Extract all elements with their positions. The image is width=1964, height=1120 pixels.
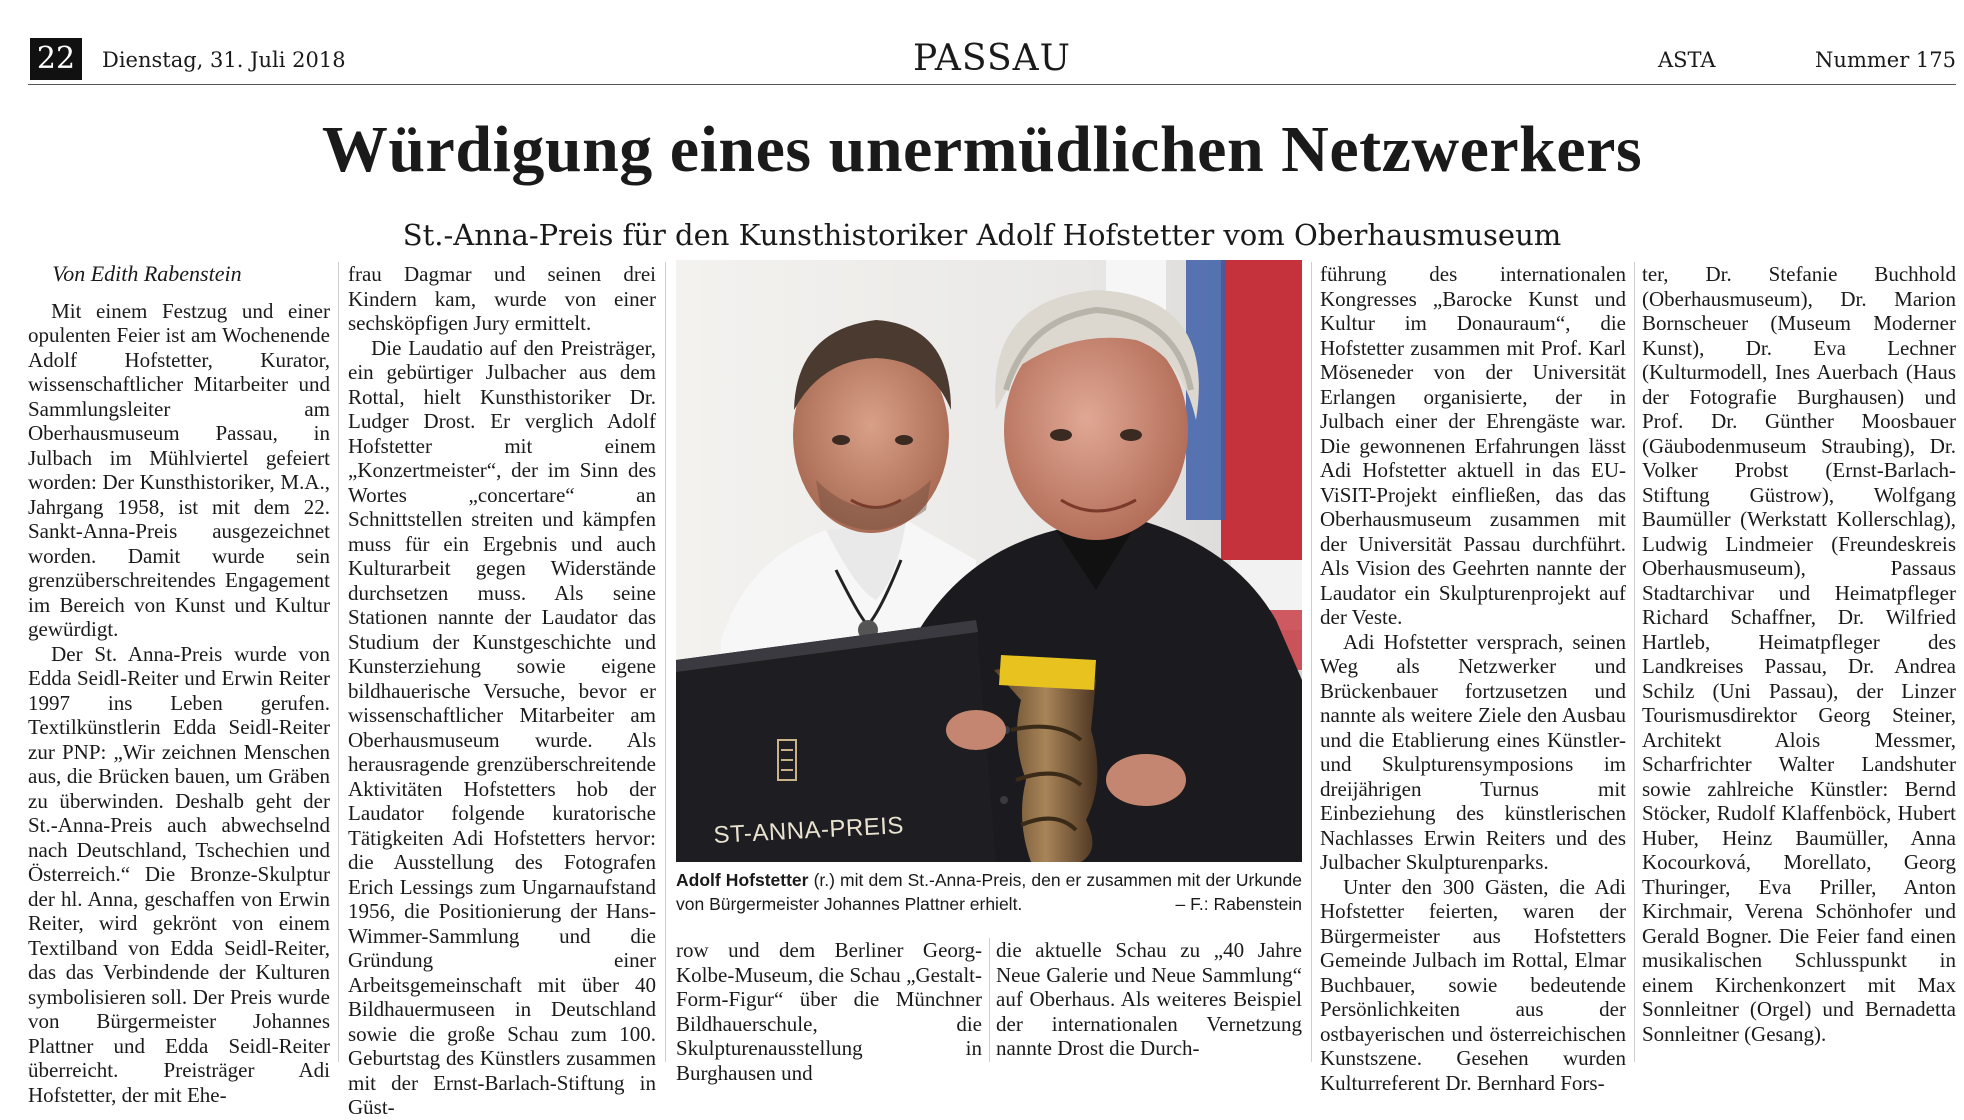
masthead-rule [28, 84, 1956, 85]
column-divider [1311, 262, 1312, 1062]
paragraph: frau Dagmar und seinen drei Kindern kam, wurde von einer sechsköpfigen Jury ermittelt. [348, 262, 656, 335]
paragraph: Die Laudatio auf den Preisträger, ein gebürtiger Julbacher aus dem Rottal, hielt Kunsthistoriker Dr. Ludger Drost. Er verglich Adolf Hofstetter mit einem „Konzertmeister“, der im Sinn des Wortes „concertare“ an Schnittstellen streiten und kämpfen muss für ein Ergebnis und auch Kulturarbeit gegen Widerstände durchsetzen muss. Als seine Stationen nannte der Laudator das Studium der Kunstgeschichte und Kunsterziehung sowie eigene bildhauerische Versuche, bevor er wissenschaftlicher Mitarbeiter am Oberhausmuseum wurde. Als herausragende grenzüberschreitende Aktivitäten Hofstetters hob der Laudator folgende kuratorische Tätigkeiten Adi Hofstetters hervor: die Ausstellung des Fotografen Erich Lessings zum Ungarnaufstand 1956, die Positionierung der Hans-Wimmer-Sammlung und die Gründung einer Arbeitsgemeinschaft mit über 40 Bildhauermuseen in Deutschland sowie die große Schau zum 100. Geburtstag des Künstlers zusammen mit der Ernst-Barlach-Stiftung in Güst- [348, 335, 656, 1119]
section-title: PASSAU [913, 38, 1071, 79]
article-column-6 [1642, 262, 1956, 1062]
column-divider [1634, 262, 1635, 1062]
paragraph: führung des internationalen Kongresses „Barocke Kunst und Kultur im Donauraum“, die Hofstetter zusammen mit Prof. Karl Möseneder von der Universität Erlangen organisierte, der in Julbach einer der Ehrengäste war. Die gewonnenen Erfahrungen lässt Adi Hofstetter aktuell in das EU-ViSIT-Projekt einfließen, das das Oberhausmuseum zusammen mit der Universität Passau durchführt. Als Vision des Geehrten nannte der Laudator ein Skulpturenprojekt auf der Veste. [1320, 262, 1626, 629]
photo-caption [676, 868, 1302, 916]
article-photo [676, 260, 1302, 862]
paragraph: ter, Dr. Stefanie Buchhold (Oberhausmuseum), Dr. Marion Bornscheuer (Museum Moderner Kunst), Dr. Eva Lechner (Kulturmodell, Ines Auerbach (Haus der Fotografie Burghausen) und Prof. Dr. Günther Moosbauer (Gäubodenmuseum Straubing), Dr. Volker Probst (Ernst-Barlach-Stiftung Güstrow), Wolfgang Baumüller (Werkstatt Kollerschlag), Ludwig Lindmeier (Freundeskreis Oberhausmuseum), Passaus Stadtarchivar und Heimatpfleger Richard Schaffner, Dr. Wilfried Hartleb, Heimatpfleger des Landkreises Passau, Dr. Andrea Schilz (Uni Passau), der Linzer Tourismusdirektor Georg Steiner, Architekt Alois Messmer, Scharfrichter Walter Landshuter sowie zahlreiche Künstler: Bernd Stöcker, Rudolf Klaffenböck, Hubert Huber, Heinz Baumüller, Anna Kocourková, Morellato, Georg Thuringer, Eva Priller, Anton Kirchmair, Verena Schönhofer und Gerald Bogner. Die Feier fand einen musikalischen Schlusspunkt in einem Kirchenkonzert mit Max Sonnleitner (Orgel) und Bernadetta Sonnleitner (Gesang). [1642, 262, 1956, 1046]
masthead [28, 38, 1956, 82]
paragraph: row und dem Berliner Georg-Kolbe-Museum, die Schau „Gestalt-Form-Figur“ über die Münchner Bildhauerschule, die Skulpturenausstellung in Burghausen und [676, 938, 982, 1085]
caption-text: (r.) mit dem St.-Anna-Preis, den er zusammen mit der Urkunde von Bürgermeister Johannes Plattner erhielt. [676, 870, 1303, 914]
byline: Von Edith Rabenstein [52, 261, 242, 286]
issue-date: Dienstag, 31. Juli 2018 [102, 48, 346, 72]
author-initials: ASTA [1658, 48, 1716, 72]
paragraph: Adi Hofstetter versprach, seinen Weg als Netzwerker und Brückenbauer fortzusetzen und nannte als weitere Ziele den Ausbau und die Etablierung eines Künstler- und Skulpturensymposions im dreijährigen Turnus mit Einbeziehung des künstlerischen Nachlasses Erwin Reiters und des Julbacher Skulpturenparks. [1320, 629, 1626, 874]
column-divider [338, 262, 339, 1062]
photo-credit: – F.: Rabenstein [1175, 894, 1302, 914]
article-column-3 [676, 938, 982, 1085]
column-divider [989, 938, 990, 1062]
box-label: ST-ANNA-PREIS [712, 812, 905, 849]
column-divider [665, 262, 666, 1062]
paragraph: Mit einem Festzug und einer opulenten Feier ist am Wochenende Adolf Hofstetter, Kurator, wissenschaftlicher Mitarbeiter und Sammlungsleiter am Oberhausmuseum Passau, in Julbach im Mühlviertel gefeiert worden: Der Kunsthistoriker, M.A., Jahrgang 1958, ist mit dem 22. Sankt-Anna-Preis ausgezeichnet worden. Damit wurde sein grenzüberschreitendes Engagement im Bereich von Kunst und Kultur gewürdigt. [28, 298, 330, 641]
page-number: 22 [30, 38, 82, 80]
article-subheadline: St.-Anna-Preis für den Kunsthistoriker Adolf Hofstetter vom Oberhausmuseum [402, 218, 1562, 252]
article-headline: Würdigung eines unermüdlichen Netzwerkers [321, 113, 1643, 186]
paragraph: die aktuelle Schau zu „40 Jahre Neue Galerie und Neue Sammlung“ auf Oberhaus. Als weiteres Beispiel der internationalen Vernetzung nannte Drost die Durch- [996, 938, 1302, 1060]
paragraph: Unter den 300 Gästen, die Adi Hofstetter feierten, waren der Bürgermeister aus Hofstetters Gemeinde Julbach im Rottal, Elmar Buchbauer, sowie bedeutende Persönlichkeiten aus der ostbayerischen und österreichischen Kunstszene. Gesehen wurden Kulturreferent Dr. Bernhard Fors- [1320, 874, 1626, 1095]
article-column-4 [996, 938, 1302, 1062]
article-column-5 [1320, 262, 1626, 1095]
award-photo [676, 260, 1302, 862]
issue-number: Nummer 175 [1815, 48, 1956, 72]
article-column-2 [348, 262, 656, 1119]
caption-name: Adolf Hofstetter [676, 870, 809, 890]
article-column-1 [28, 261, 330, 1107]
paragraph: Der St. Anna-Preis wurde von Edda Seidl-Reiter und Erwin Reiter 1997 ins Leben gerufen. Textilkünstlerin Edda Seidl-Reiter zur PNP: „Wir zeichnen Menschen aus, die Brücken bauen, um Gräben zu überwinden. Deshalb geht der St.-Anna-Preis auch abwechselnd nach Deutschland, Tschechien und Österreich.“ Die Bronze-Skulptur der hl. Anna, geschaffen von Erwin Reiter, wird gekrönt von einem Textilband von Edda Seidl-Reiter, das das Verbindende der Kulturen symbolisieren soll. Der Preis wurde von Bürgermeister Johannes Plattner und Edda Seidl-Reiter überreicht. Preisträger Adi Hofstetter, der mit Ehe- [28, 641, 330, 1107]
